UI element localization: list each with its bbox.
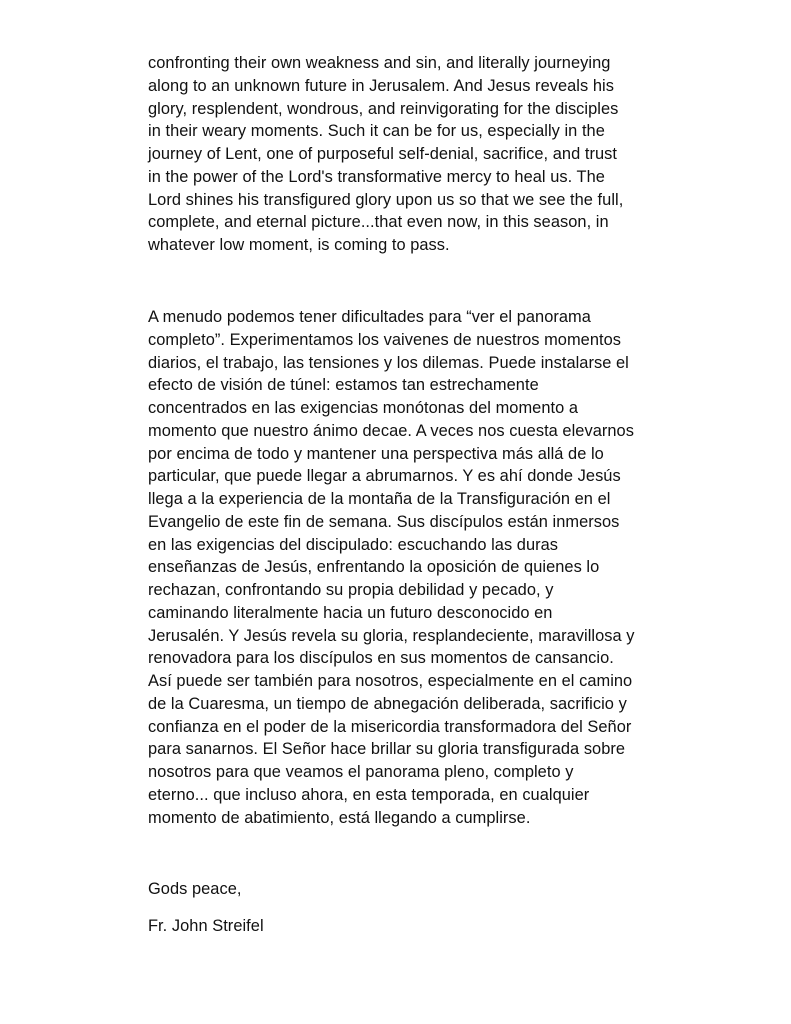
- text-line: Jerusalén. Y Jesús revela su gloria, resplandeciente, maravillosa y: [148, 626, 635, 645]
- text-line: de la Cuaresma, un tiempo de abnegación deliberada, sacrificio y: [148, 694, 627, 713]
- text-line: para sanarnos. El Señor hace brillar su gloria transfigurada sobre: [148, 740, 626, 759]
- text-line: A menudo podemos tener dificultades para “ver el panorama: [148, 308, 591, 326]
- text-line: eterno... que incluso ahora, en esta temporada, en cualquier: [148, 785, 590, 804]
- text-line: completo”. Experimentamos los vaivenes de nuestros momentos: [148, 330, 622, 349]
- text-line: momento que nuestro ánimo decae. A veces nos cuesta elevarnos: [148, 421, 634, 440]
- text-line: llega a la experiencia de la montaña de la Transfiguración en el: [148, 490, 611, 508]
- text-line: en las exigencias del discipulado: escuchando las duras: [148, 535, 559, 554]
- text-line: enseñanzas de Jesús, enfrentando la oposición de quienes lo: [148, 558, 600, 577]
- text-line: renovadora para los discípulos en sus momentos de cansancio.: [148, 649, 614, 668]
- text-line: in their weary moments. Such it can be for us, especially in the: [148, 122, 605, 141]
- text-line: efecto de visión de túnel: estamos tan estrechamente: [148, 376, 539, 395]
- text-line: Lord shines his transfigured glory upon us so that we see the full,: [148, 190, 624, 209]
- spanish-paragraph: [148, 306, 668, 829]
- text-line: glory, resplendent, wondrous, and reinvigorating for the disciples: [148, 99, 619, 118]
- text-line: rechazan, confrontando su propia debilidad y pecado, y: [148, 581, 554, 599]
- text-line: Así puede ser también para nosotros, especialmente en el camino: [148, 672, 633, 690]
- text-line: confianza en el poder de la misericordia transformadora del Señor: [148, 717, 632, 736]
- text-line: along to an unknown future in Jerusalem. And Jesus reveals his: [148, 76, 614, 95]
- text-line: particular, que puede llegar a abrumarnos. Y es ahí donde Jesús: [148, 467, 621, 486]
- english-paragraph: [148, 52, 668, 257]
- text-line: nosotros para que veamos el panorama pleno, completo y: [148, 763, 574, 781]
- text-line: concentrados en las exigencias monótonas del momento a: [148, 399, 579, 417]
- text-line: complete, and eternal picture...that even now, in this season, in: [148, 213, 609, 232]
- text-line: por encima de todo y mantener una perspectiva más allá de lo: [148, 444, 604, 463]
- text-line: journey of Lent, one of purposeful self-denial, sacrifice, and trust: [148, 145, 617, 163]
- closing-line: Gods peace,: [148, 880, 242, 898]
- signature: Fr. John Streifel: [148, 917, 264, 935]
- text-line: caminando literalmente hacia un futuro desconocido en: [148, 603, 553, 622]
- text-line: diarios, el trabajo, las tensiones y los dilemas. Puede instalarse el: [148, 353, 629, 372]
- text-line: whatever low moment, is coming to pass.: [148, 236, 450, 254]
- text-line: momento de abatimiento, está llegando a cumplirse.: [148, 808, 531, 827]
- text-line: confronting their own weakness and sin, and literally journeying: [148, 54, 611, 72]
- text-line: Evangelio de este fin de semana. Sus discípulos están inmersos: [148, 512, 620, 531]
- text-line: in the power of the Lord's transformative mercy to heal us. The: [148, 167, 605, 186]
